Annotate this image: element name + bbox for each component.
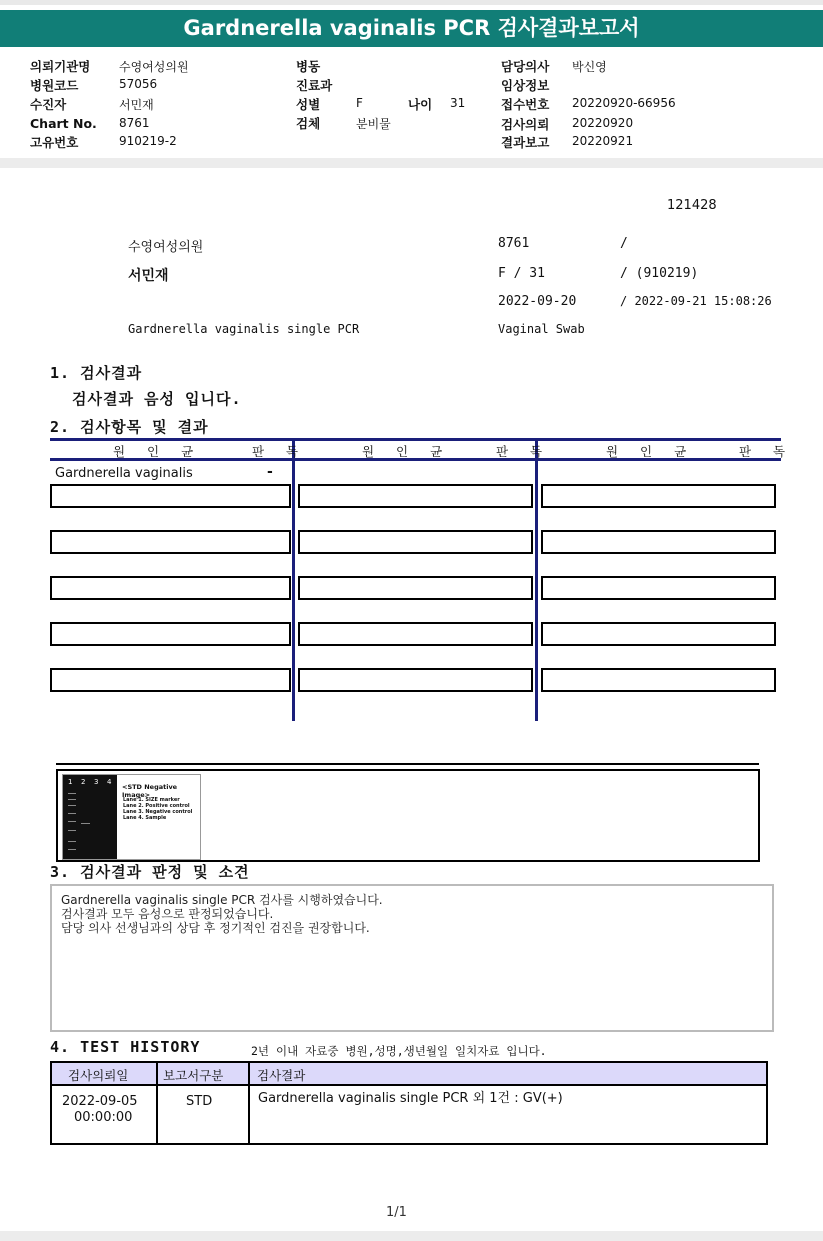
gel-legend-3: Lane 3. Negative control [123, 809, 193, 815]
grid-divider-1 [292, 438, 295, 721]
info-slash: / [620, 236, 628, 251]
result-cell [50, 484, 291, 508]
info-chart: 8761 [498, 236, 530, 251]
comment-box [50, 884, 774, 1032]
age-value: 31 [450, 96, 466, 110]
specimen-value: 분비물 [356, 117, 391, 131]
result-cell [541, 484, 776, 508]
page-number: 1/1 [386, 1205, 407, 1220]
result-cell [541, 576, 776, 600]
result-cell [541, 668, 776, 692]
result-date-value: 20220921 [572, 134, 634, 148]
unique-value: 910219-2 [119, 134, 177, 148]
result-cell [541, 530, 776, 554]
history-header-kind: 보고서구분 [163, 1068, 224, 1083]
age-label: 나이 [408, 97, 433, 112]
patient-value: 서민재 [119, 98, 154, 112]
receipt-label: 접수번호 [501, 97, 550, 112]
info-specimen: Vaginal Swab [498, 322, 585, 336]
dept-label: 진료과 [296, 78, 333, 93]
comment-line-1: Gardnerella vaginalis single PCR 검사를 시행하였습니다. [61, 893, 383, 907]
bottom-border [0, 1231, 823, 1241]
specimen-label: 검체 [296, 116, 321, 131]
header-separator [0, 158, 823, 168]
section1-result: 검사결과 음성 입니다. [72, 390, 242, 408]
section1-title: 1. 검사결과 [50, 364, 143, 382]
col2-pathogen-header: 원 인 균 [362, 444, 452, 459]
history-col-divider-2 [248, 1063, 250, 1143]
patient-label: 수진자 [30, 97, 67, 112]
history-note: 2년 이내 자료중 병원,성명,생년월일 일치자료 입니다. [251, 1044, 547, 1058]
sex-value: F [356, 96, 363, 110]
unique-label: 고유번호 [30, 135, 79, 150]
col1-judge-header: 판 독 [252, 444, 308, 459]
history-row-time: 00:00:00 [74, 1110, 133, 1125]
info-birth: / (910219) [620, 266, 699, 281]
info-test-name: Gardnerella vaginalis single PCR [128, 322, 360, 336]
info-name: 서민재 [128, 268, 169, 284]
request-label: 검사의뢰 [501, 117, 550, 132]
history-header-result: 검사결과 [257, 1068, 306, 1083]
history-table-header [52, 1063, 766, 1086]
info-date-reported: / 2022-09-21 15:08:26 [620, 294, 772, 308]
clinical-label: 임상정보 [501, 78, 550, 93]
gel-lane-1: 1 [68, 778, 73, 786]
institution-value: 수영여성의원 [119, 60, 189, 74]
report-code: 121428 [667, 198, 717, 213]
institution-label: 의뢰기관명 [30, 59, 91, 74]
result-cell [50, 530, 291, 554]
top-border [0, 0, 823, 5]
history-table [50, 1061, 768, 1145]
result-item-value: - [267, 464, 273, 480]
gel-image [62, 774, 201, 860]
result-cell [50, 668, 291, 692]
history-col-divider-1 [156, 1063, 158, 1143]
gel-lane-4: 4 [107, 778, 112, 786]
grid-top-rule [50, 438, 781, 441]
chart-value: 8761 [119, 116, 150, 130]
result-cell [298, 576, 533, 600]
gel-image-panel [56, 769, 760, 862]
col3-judge-header: 판 독 [739, 444, 795, 459]
gel-legend-1: Lane 1. SIZE marker [123, 797, 180, 803]
section3-title: 3. 검사결과 판정 및 소견 [50, 863, 250, 881]
col1-pathogen-header: 원 인 균 [113, 444, 203, 459]
info-clinic: 수영여성의원 [128, 240, 204, 255]
request-value: 20220920 [572, 116, 634, 130]
result-date-label: 결과보고 [501, 135, 550, 150]
chart-label: Chart No. [30, 116, 97, 131]
report-title: Gardnerella vaginalis PCR 검사결과보고서 [0, 10, 823, 47]
gel-title: <STD Negative Image> [122, 783, 178, 799]
gel-legend-2: Lane 2. Positive control [123, 803, 190, 809]
hospital-code-label: 병원코드 [30, 78, 79, 93]
result-cell [50, 622, 291, 646]
ward-label: 병동 [296, 59, 321, 74]
result-cell [298, 668, 533, 692]
gel-lane-2: 2 [81, 778, 86, 786]
gel-legend-4: Lane 4. Sample [123, 815, 167, 821]
history-row-date: 2022-09-05 [62, 1094, 138, 1109]
sex-label: 성별 [296, 97, 321, 112]
result-cell [298, 484, 533, 508]
hospital-code-value: 57056 [119, 77, 158, 91]
result-cell [50, 576, 291, 600]
result-cell [298, 622, 533, 646]
result-item-name: Gardnerella vaginalis [55, 466, 193, 481]
gel-lane-3: 3 [94, 778, 99, 786]
comment-line-3: 담당 의사 선생님과의 상담 후 정기적인 검진을 권장합니다. [61, 921, 370, 935]
result-cell [298, 530, 533, 554]
col3-pathogen-header: 원 인 균 [606, 444, 696, 459]
gel-panel-rule [56, 763, 759, 765]
col2-judge-header: 판 독 [496, 444, 552, 459]
section4-title: 4. TEST HISTORY [50, 1038, 201, 1056]
result-cell [541, 622, 776, 646]
info-sex-age: F / 31 [498, 266, 545, 281]
doctor-label: 담당의사 [501, 59, 550, 74]
history-header-date: 검사의뢰일 [68, 1068, 129, 1083]
receipt-value: 20220920-66956 [572, 96, 676, 110]
doctor-value: 박신영 [572, 60, 607, 74]
grid-divider-2 [535, 438, 538, 721]
section2-title: 2. 검사항목 및 결과 [50, 418, 209, 436]
info-date-received: 2022-09-20 [498, 294, 577, 309]
history-row-kind: STD [186, 1094, 213, 1109]
comment-line-2: 검사결과 모두 음성으로 판정되었습니다. [61, 907, 274, 921]
history-row-result: Gardnerella vaginalis single PCR 외 1건 : GV(+) [258, 1091, 563, 1106]
